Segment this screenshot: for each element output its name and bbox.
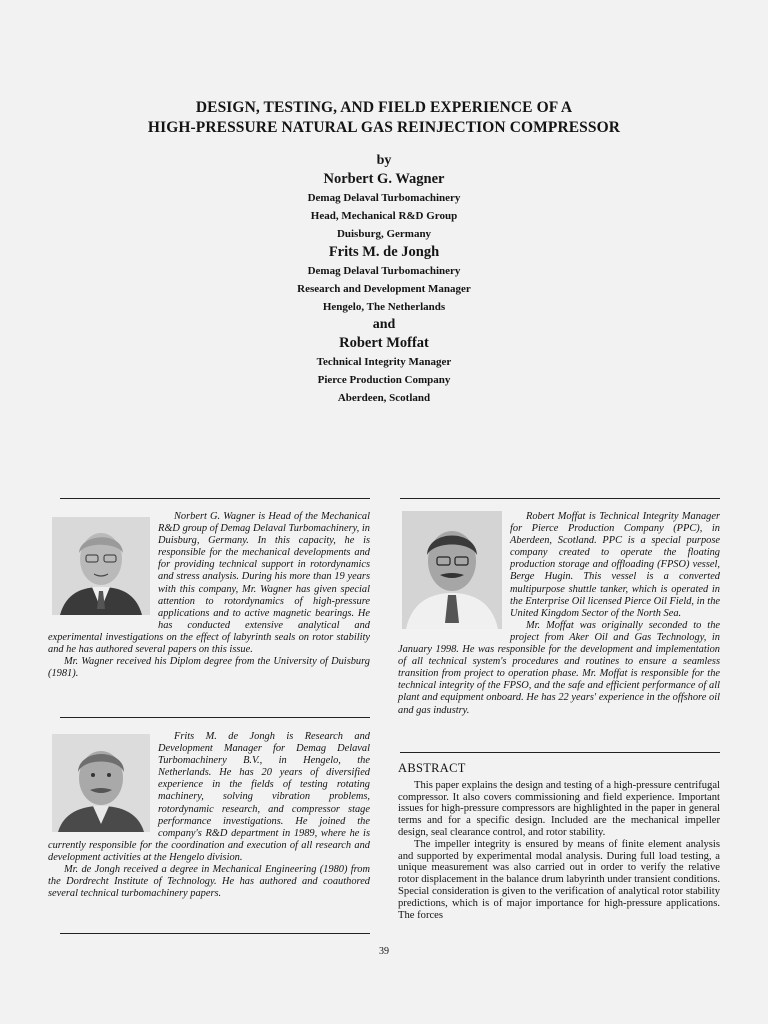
byline: by [376,153,392,168]
bio-moffat [398,511,720,717]
author-affiliation: Pierce Production Company [317,374,451,386]
abstract-paragraph-1: This paper explains the design and testing of a high-pressure centrifugal compressor. It also covers commissioning and field experience. Important issues for high-pressure compressors are highlighted in the paper in general terms and for a specific design. Included are the mechanical impeller design, seal clearance control, and rotor stability. [398,779,720,838]
bio-wagner-paragraph-2: Mr. Wagner received his Diplom degree from the University of Duisburg (1981). [48,656,370,680]
author-name-wagner: Norbert G. Wagner [323,171,445,187]
rule-right-top [400,498,720,499]
bio-dejongh-paragraph-1: Frits M. de Jongh is Research and Development Manager for Demag Delaval Turbomachinery B.V., in Hengelo, the Netherlands. He has 20 years of diversified experience in the fields of testing rotating machinery, solving vibration problems, rotordynamic research, and compressor stage performance investigations. He joined the company's R&D department in 1989, where he is currently responsible for the coordination and execution of all research and development activities at the Hengelo division. [48,731,370,863]
author-affiliation: Hengelo, The Netherlands [322,301,446,313]
paper-title-line-2: HIGH-PRESSURE NATURAL GAS REINJECTION COMPRESSOR [147,119,621,136]
bio-moffat-paragraph-2: Mr. Moffat was originally seconded to the project from Aker Oil and Gas Technology, in January 1998. He was responsible for the development and implementation of all technical system's procedures and routines to ensure a seamless transition from project to operation phase. Mr. Moffat is responsible for the technical integrity of the FPSO, and the safe and efficient performance of all plant and equipment onboard. He has 22 years' experience in the offshore oil and gas industry. [398,619,720,716]
abstract-section [398,763,720,921]
author-name-moffat: Robert Moffat [339,335,429,351]
author-affiliation: Head, Mechanical R&D Group [310,210,458,222]
bio-wagner [48,511,370,680]
author-affiliation: Research and Development Manager [297,283,471,295]
bio-moffat-paragraph-1: Robert Moffat is Technical Integrity Manager for Pierce Production Company (PPC), in Aberdeen, Scotland. PPC is a special purpose company created to operate the floating production storage and offloading (FPSO) vessel, Berge Hugin. This vessel is a converted multipurpose shuttle tanker, which is operated in the Enterprise Oil licensed Pierce Oil Field, in the United Kingdom Sector of the North Sea. [510,511,720,619]
author-photo-dejongh [52,734,150,832]
bio-wagner-paragraph-1: Norbert G. Wagner is Head of the Mechanical R&D group of Demag Delaval Turbomachinery, in Duisburg, Germany. In this capacity, he is responsible for the mechanical developments and for providing technical support in rotordynamics and stress analysis. During his more than 19 years with this company, Mr. Wagner has given special attention to rotordynamics of high-pressure applications and to active magnetic bearings. He has conducted extensive analytical and experimental investigations on the effect of labyrinth seals on rotor stability and he has authored several papers on this issue. [48,511,370,656]
rule-left-bottom [60,933,370,934]
author-affiliation: Demag Delaval Turbomachinery [307,265,461,277]
paper-title-line-1: DESIGN, TESTING, AND FIELD EXPERIENCE OF A [195,99,573,116]
author-name-dejongh: Frits M. de Jongh [328,244,440,260]
page-number: 39 [379,946,389,957]
bio-dejongh [48,731,370,900]
abstract-paragraph-2: The impeller integrity is ensured by means of finite element analysis and supported by experimental modal analysis. During full load testing, a unique measurement was also carried out in order to verify the relative rotor displacement in the balance drum labyrinth under transient conditions. Special consideration is given to the verification of analytical rotor stability predictions, which is of major importance for high-pressure applications. The forces [398,838,720,921]
rule-left-top [60,498,370,499]
author-affiliation: Duisburg, Germany [336,228,432,240]
bio-dejongh-paragraph-2: Mr. de Jongh received a degree in Mechanical Engineering (1980) from the Dordrecht Institute of Technology. He has authored and coauthored several technical turbomachinery papers. [48,864,370,900]
author-photo-moffat [402,511,502,629]
author-affiliation: Technical Integrity Manager [316,356,452,368]
rule-left-mid [60,717,370,718]
abstract-heading: ABSTRACT [398,761,466,775]
title-block [0,98,768,407]
rule-right-mid [400,752,720,753]
and-separator: and [372,317,396,332]
author-affiliation: Aberdeen, Scotland [337,392,431,404]
author-photo-wagner [52,517,150,615]
author-affiliation: Demag Delaval Turbomachinery [307,192,461,204]
